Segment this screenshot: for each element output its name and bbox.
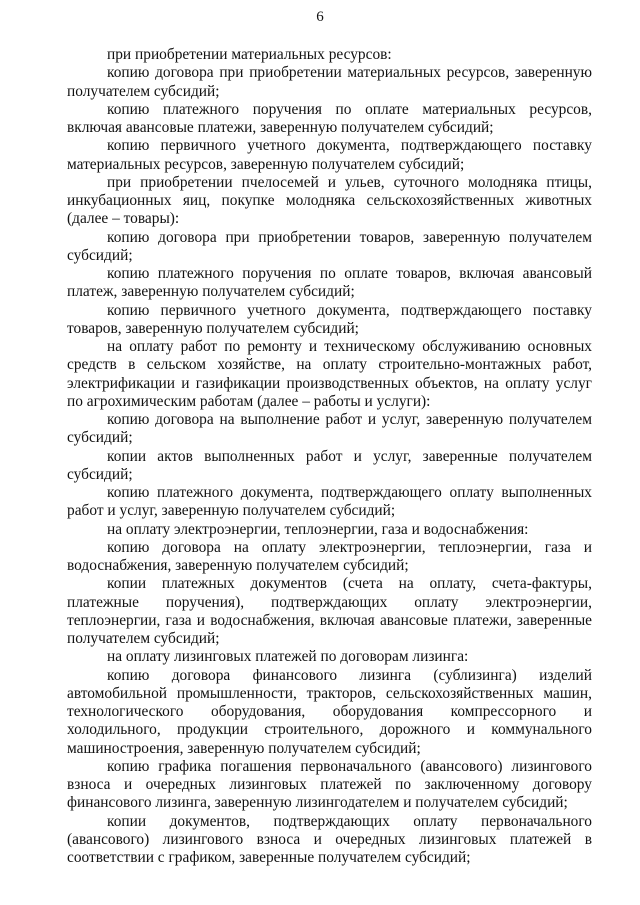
paragraph: копию графика погашения первоначального (авансового) лизингового взноса и очередных лизинговых платежей по заключенному договору финансового лизинга, заверенную лизингодателем и получателем субсидий;: [67, 757, 592, 812]
paragraph: копию первичного учетного документа, подтверждающего поставку материальных ресурсов, заверенную получателем субсидий;: [67, 137, 592, 173]
paragraph: на оплату электроэнергии, теплоэнергии, газа и водоснабжения:: [107, 520, 529, 538]
paragraph: копию договора при приобретении материальных ресурсов, заверенную получателем субсидий;: [67, 64, 592, 100]
paragraph: копию первичного учетного документа, подтверждающего поставку товаров, заверенную получателем субсидий;: [67, 301, 592, 337]
paragraph: при приобретении пчелосемей и ульев, суточного молодняка птицы, инкубационных яиц, покупке молодняка сельскохозяйственных животных (далее – товары):: [67, 173, 592, 228]
paragraph: копию договора финансового лизинга (сублизинга) изделий автомобильной промышленности, тракторов, сельскохозяйственных машин, технологического оборудования, оборудования компрессорного и холодильного, продукции строительного, дорожного и коммунального машиностроения, заверенную получателем субсидий;: [67, 666, 592, 757]
paragraph: копии платежных документов (счета на оплату, счета-фактуры, платежные поручения), подтверждающих оплату электроэнергии, теплоэнергии, газа и водоснабжения, включая авансовые платежи, заверенные получателем субсидий;: [67, 575, 592, 647]
paragraph: копии актов выполненных работ и услуг, заверенные получателем субсидий;: [67, 447, 592, 483]
paragraph: копию договора при приобретении товаров, заверенную получателем субсидий;: [67, 228, 592, 264]
paragraph: копии документов, подтверждающих оплату первоначального (авансового) лизингового взноса и очередных лизинговых платежей в соответствии с графиком, заверенные получателем субсидий;: [67, 812, 592, 866]
page-number: 6: [316, 9, 324, 25]
paragraph: на оплату работ по ремонту и техническому обслуживанию основных средств в сельском хозяйстве, на оплату строительно-монтажных работ, электрификации и газификации производственных объектов, на оплату услуг по агрохимическим работам (далее – работы и услуги):: [67, 338, 592, 410]
paragraph: копию договора на оплату электроэнергии, теплоэнергии, газа и водоснабжения, заверенную получателем субсидий;: [67, 538, 592, 574]
paragraph: копию платежного поручения по оплате товаров, включая авансовый платеж, заверенную получателем субсидий;: [67, 265, 592, 301]
paragraph: копию платежного поручения по оплате материальных ресурсов, включая авансовые платежи, заверенную получателем субсидий;: [67, 100, 592, 136]
paragraph: на оплату лизинговых платежей по договорам лизинга:: [107, 648, 469, 666]
paragraph: копию договора на выполнение работ и услуг, заверенную получателем субсидий;: [67, 411, 592, 447]
paragraph: копию платежного документа, подтверждающего оплату выполненных работ и услуг, заверенную получателем субсидий;: [67, 484, 592, 520]
document-body: [67, 46, 592, 867]
paragraph: при приобретении материальных ресурсов:: [107, 46, 392, 63]
